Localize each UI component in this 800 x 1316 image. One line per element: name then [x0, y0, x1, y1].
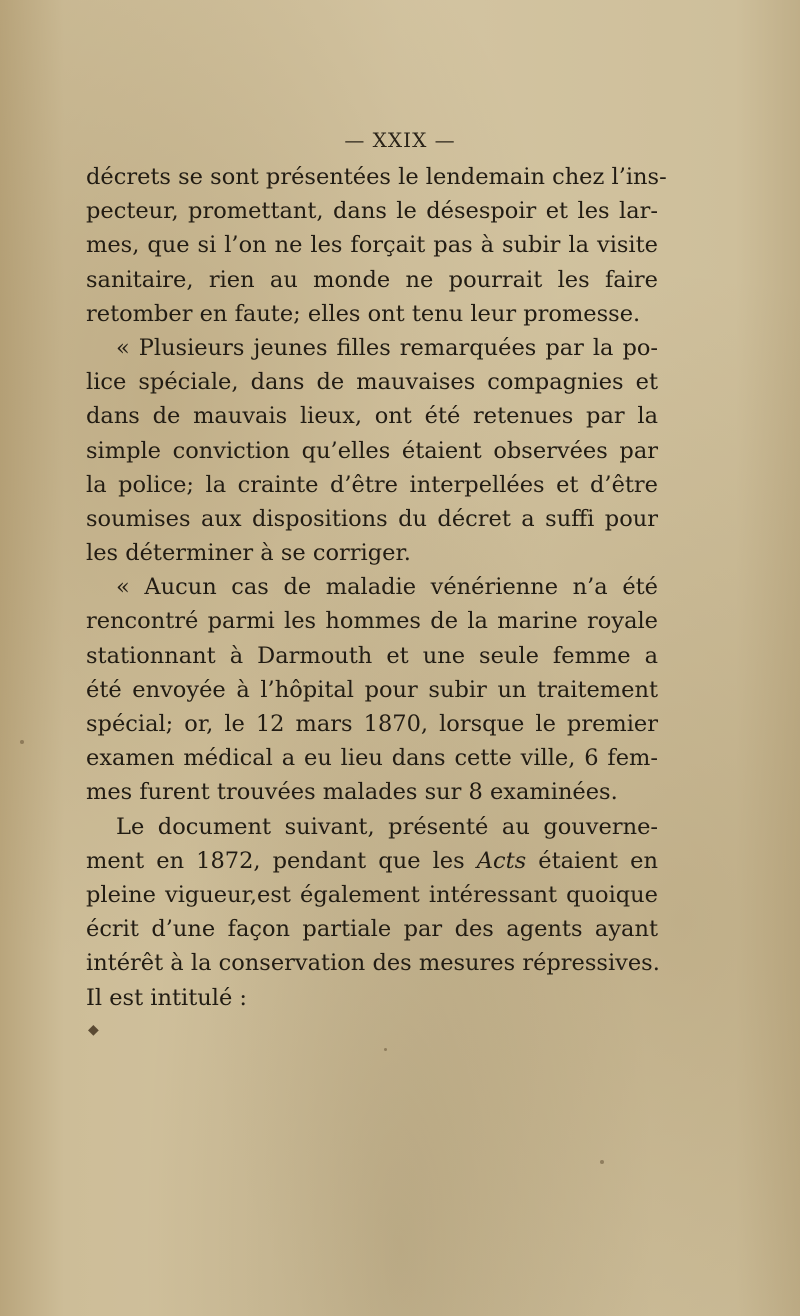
text-line: « Aucun cas de maladie vénérienne n’a été — [116, 574, 658, 601]
text-line: les déterminer à se corriger. — [86, 540, 411, 567]
body-text — [86, 160, 667, 1015]
text-line: sanitaire, rien au monde ne pourrait les faire — [86, 266, 658, 293]
ink-blot-mark: ◆ — [88, 1022, 99, 1038]
text-line: mes furent trouvées malades sur 8 examinées. — [86, 779, 618, 806]
text-line: stationnant à Darmouth et une seule femme a — [86, 642, 658, 669]
text-line: « Plusieurs jeunes filles remarquées par la po- — [116, 334, 658, 361]
text-line: pecteur, promettant, dans le désespoir et les lar- — [86, 198, 658, 225]
paper-speck — [600, 1160, 604, 1164]
text-line: soumises aux dispositions du décret a suffi pour — [86, 505, 658, 532]
text-line: retomber en faute; elles ont tenu leur promesse. — [86, 300, 641, 327]
text-line: examen médical a eu lieu dans cette ville, 6 fem- — [86, 745, 658, 772]
text-line: écrit d’une façon partiale par des agents ayant — [86, 916, 658, 943]
text-line: été envoyée à l’hôpital pour subir un traitement — [86, 676, 658, 703]
text-line: rencontré parmi les hommes de la marine royale — [86, 608, 658, 635]
text-line: dans de mauvais lieux, ont été retenues par la — [86, 403, 658, 430]
text-line-with-italic — [86, 844, 658, 878]
text-line: Le document suivant, présenté au gouverne- — [116, 813, 658, 840]
text-line: lice spéciale, dans de mauvaises compagnies et — [86, 369, 658, 396]
text-segment: étaient en — [526, 847, 658, 874]
text-line: la police; la crainte d’être interpellées et d’être — [86, 471, 658, 498]
paper-speck — [384, 1048, 387, 1051]
text-line: simple conviction qu’elles étaient observées par — [86, 437, 658, 464]
page-number-header: — XXIX — — [344, 128, 456, 152]
paper-speck — [20, 740, 24, 744]
text-segment: ment en 1872, pendant que les — [86, 847, 477, 874]
text-line: décrets se sont présentées le lendemain chez l’ins- — [86, 164, 667, 190]
text-line: Il est intitulé : — [86, 984, 247, 1011]
text-line: spécial; or, le 12 mars 1870, lorsque le premier — [86, 711, 658, 737]
text-line: mes, que si l’on ne les forçait pas à subir la visite — [86, 232, 658, 259]
text-line: pleine vigueur,est également intéressant quoique — [86, 881, 658, 908]
text-line: intérêt à la conservation des mesures répressives. — [86, 950, 660, 977]
italic-acts: Acts — [476, 847, 527, 874]
